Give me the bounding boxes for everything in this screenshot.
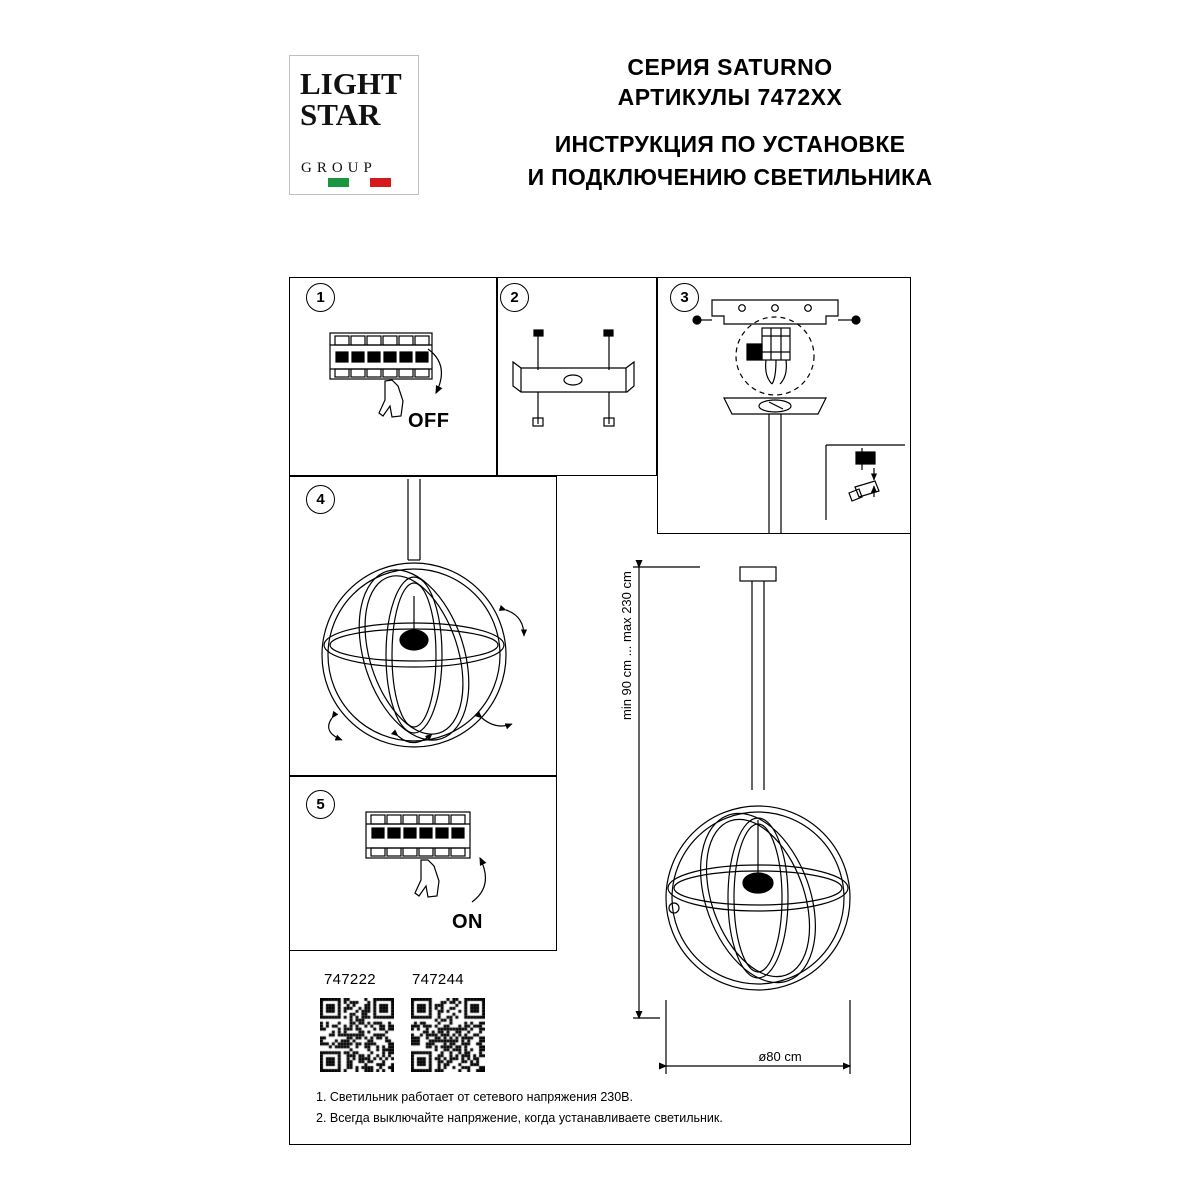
logo-wordmark [300, 68, 402, 130]
step-badge-4: 4 [306, 485, 335, 514]
instruction-line-1: ИНСТРУКЦИЯ ПО УСТАНОВКЕ [554, 131, 906, 157]
note-2: 2. Всегда выключайте напряжение, когда устанавливаете светильник. [316, 1111, 723, 1125]
step-badge-3: 3 [670, 283, 699, 312]
step-badge-5: 5 [306, 790, 335, 819]
instruction-title [430, 128, 1030, 194]
instruction-line-2: И ПОДКЛЮЧЕНИЮ СВЕТИЛЬНИКА [527, 164, 933, 190]
notes-block [316, 1087, 836, 1129]
step-badge-2: 2 [500, 283, 529, 312]
italian-flag-icon [328, 178, 391, 187]
switch-on-label: ON [452, 911, 483, 933]
article-code-747244: 747244 [412, 971, 464, 988]
logo-group-word: GROUP [301, 160, 377, 176]
qr-code-747222[interactable] [320, 998, 394, 1072]
logo-line-2: STAR [300, 97, 381, 132]
article-line: АРТИКУЛЫ 7472XX [617, 84, 843, 110]
step-panel-4 [289, 476, 557, 776]
dimension-horizontal-label: ø80 cm [758, 1049, 802, 1064]
series-line: СЕРИЯ SATURNO [627, 54, 833, 80]
brand-logo [289, 55, 419, 195]
dimension-vertical-label: min 90 cm ... max 230 cm [619, 571, 634, 720]
page-title [430, 52, 1030, 194]
qr-code-747244[interactable] [411, 998, 485, 1072]
logo-line-1: LIGHT [300, 66, 402, 101]
article-code-747222: 747222 [324, 971, 376, 988]
switch-off-label: OFF [408, 410, 450, 432]
step-badge-1: 1 [306, 283, 335, 312]
step-panel-3 [657, 277, 911, 534]
note-1: 1. Светильник работает от сетевого напряжения 230В. [316, 1090, 633, 1104]
